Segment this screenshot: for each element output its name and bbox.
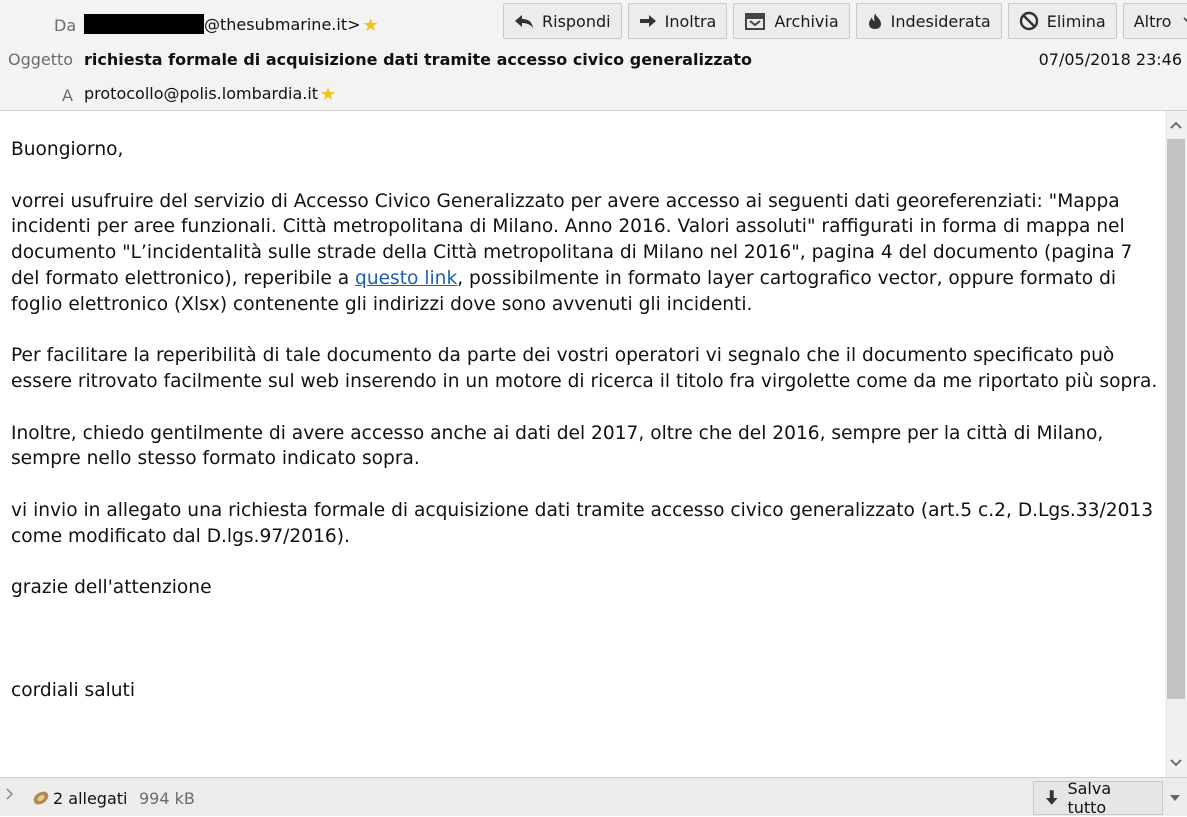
more-button[interactable] [1123, 3, 1187, 39]
document-link[interactable]: questo link [355, 267, 458, 289]
message-date: 07/05/2018 23:46 [1038, 50, 1182, 69]
attachment-bar [0, 777, 1187, 816]
to-label: A [62, 86, 73, 105]
archive-label: Archivia [774, 11, 839, 31]
download-icon [1044, 789, 1059, 807]
redacted-name [84, 14, 204, 34]
paragraph-4: vi invio in allegato una richiesta formale di acquisizione dati tramite accesso civico generalizzato (art.5 c.2, D.Lgs.33/2013 come modificato dal D.lgs.97/2016). [11, 500, 1154, 547]
prohibited-icon [1019, 11, 1039, 31]
chevron-down-icon [1183, 17, 1187, 25]
paragraph-2: Per facilitare la reperibilità di tale documento da parte dei vostri operatori vi segnalo che il documento specificato può essere ritrovato facilmente sul web inserendo in un motore di ricerca il titolo fra virgolette come da me riportato più sopra. [11, 345, 1158, 392]
paragraph-1 [11, 189, 1161, 318]
from-address[interactable] [84, 14, 379, 36]
forward-label: Inoltra [664, 11, 717, 31]
paragraph-3: Inoltre, chiedo gentilmente di avere accesso anche ai dati del 2017, oltre che del 2016, sempre per la città di Milano, sempre nello stesso formato indicato sopra. [11, 422, 1104, 470]
paragraph-1-start: vorrei usufruire del servizio di Accesso Civico Generalizzato per avere accesso ai seguenti dati georeferenziati: "Mappa incidenti per aree funzionali. Città metropolitana di Milano. Anno 2016. Valori assoluti" raffigurati in forma di mappa nel documento "L’incidentalità sulle strade della Città metropolitana di Milano nel 2016", pagina 4 del documento (pagina 7 del formato elettronico), reperibile a [11, 190, 1133, 289]
save-menu-chevron-icon[interactable] [1163, 781, 1187, 815]
delete-button[interactable] [1008, 3, 1117, 39]
forward-icon [639, 13, 657, 29]
from-label: Da [54, 16, 77, 35]
paperclip-icon [31, 787, 51, 811]
attachment-size: 994 kB [139, 789, 195, 808]
save-all-button[interactable] [1033, 781, 1163, 815]
save-all-label: Salva tutto [1067, 779, 1112, 817]
to-address-text: protocollo@polis.lombardia.it [84, 84, 319, 103]
archive-icon [744, 12, 766, 30]
message-header [0, 0, 1187, 111]
archive-button[interactable] [733, 3, 849, 39]
star-icon[interactable]: ★ [362, 15, 379, 36]
forward-button[interactable] [628, 3, 728, 39]
paragraph-5: grazie dell'attenzione [11, 577, 212, 599]
chevron-right-icon[interactable] [6, 788, 14, 804]
attachment-count[interactable]: 2 allegati [53, 789, 128, 808]
reply-label: Rispondi [542, 11, 611, 31]
delete-label: Elimina [1046, 11, 1106, 31]
more-label: Altro [1133, 11, 1172, 31]
reply-button[interactable] [503, 3, 622, 39]
flame-icon [867, 12, 883, 30]
message-body [0, 111, 1165, 777]
junk-label: Indesiderata [890, 11, 991, 31]
junk-button[interactable] [856, 3, 1002, 39]
subject-text: richiesta formale di acquisizione dati tramite accesso civico generalizzato [84, 50, 753, 69]
message-toolbar [503, 3, 1187, 40]
from-domain: @thesubmarine.it> [204, 15, 361, 34]
subject-label: Oggetto [8, 50, 74, 69]
to-address[interactable] [84, 84, 336, 105]
scroll-thumb[interactable] [1167, 139, 1185, 699]
star-icon[interactable]: ★ [320, 84, 337, 105]
greeting: Buongiorno, [11, 139, 124, 160]
paragraph-1-end: , possibilmente in formato layer cartografico vector, oppure formato di foglio elettronico (Xlsx) contenente gli indirizzi dove sono avvenuti gli incidenti. [11, 267, 1117, 315]
closing: cordiali saluti [11, 680, 136, 702]
scroll-up-icon[interactable] [1165, 114, 1187, 136]
scroll-down-icon[interactable] [1165, 752, 1187, 774]
reply-icon [514, 13, 534, 29]
vertical-scrollbar[interactable] [1165, 111, 1187, 777]
